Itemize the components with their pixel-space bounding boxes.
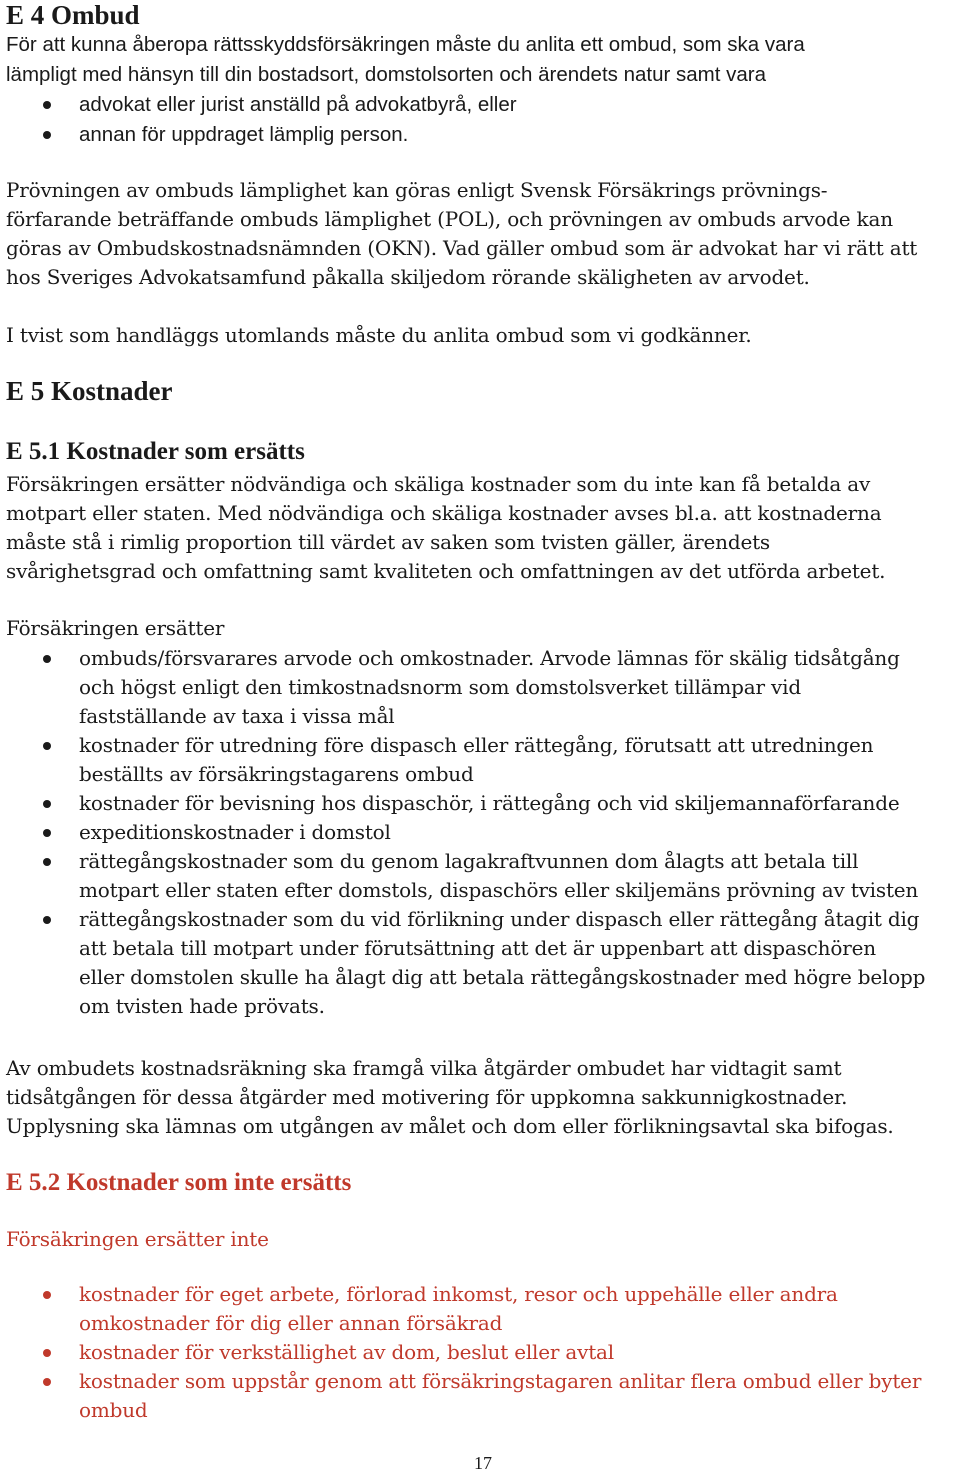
section-heading-e5: E 5 Kostnader [6,376,173,406]
e51-invoice-paragraph: Av ombudets kostnadsräkning ska framgå vilka åtgärder ombudet har vidtagit samt tidsåtgången för dessa åtgärder med motivering för uppkomna sakkunnigkostnader. Upplysning ska lämnas om utgången av målet och dom eller förlikningsavtal ska bifogas. [6,1056,894,1138]
e51-bullet-list [6,644,925,1021]
subsection-heading-e52: E 5.2 Kostnader som inte ersätts [6,1169,352,1196]
list-item: advokat eller jurist anställd på advokatbyrå, eller [6,90,517,120]
bullet-icon [43,1349,51,1357]
e4-paragraph-pol: Prövningen av ombuds lämplighet kan göras enligt Svensk Försäkrings prövnings- förfarande beträffande ombuds lämplighet (POL), och prövningen av ombuds arvode kan göras av Ombudskostnadsnämnden (OKN). Vad gäller ombud som är advokat har vi rätt att hos Sveriges Advokatsamfund påkalla skiljedom rörande skäligheten av arvodet. [6,178,918,289]
list-item: kostnader för eget arbete, förlorad inkomst, resor och uppehälle eller andra omkostnader för dig eller annan försäkrad [6,1280,921,1338]
list-item: rättegångskostnader som du vid förlikning under dispasch eller rättegång åtagit dig att betala till motpart under förutsättning att det är uppenbart att dispaschören eller domstolen skulle ha ålagt dig att betala rättegångskostnader med högre belopp om tvisten hade prövats. [6,905,925,1021]
list-item: ombuds/försvarares arvode och omkostnader. Arvode lämnas för skälig tidsåtgång och högst enligt den timkostnadsnorm som domstolsverket tillämpar vid fastställande av taxa i vissa mål [6,644,925,731]
list-item: rättegångskostnader som du genom lagakraftvunnen dom ålagts att betala till motpart eller staten efter domstols, dispaschörs eller skiljemäns prövning av tvisten [6,847,925,905]
list-item: kostnader för bevisning hos dispaschör, i rättegång och vid skiljemannaförfarande [6,789,925,818]
bullet-icon [43,742,51,750]
e4-intro-paragraph: För att kunna åberopa rättsskyddsförsäkringen måste du anlita ett ombud, som ska vara lämpligt med hänsyn till din bostadsort, domstolsorten och ärendets natur samt vara [6,33,805,86]
bullet-icon [43,1378,51,1386]
e4-paragraph-abroad: I tvist som handläggs utomlands måste du anlita ombud som vi godkänner. [6,323,752,347]
list-item: expeditionskostnader i domstol [6,818,925,847]
bullet-icon [43,916,51,924]
e51-list-intro: Försäkringen ersätter [6,616,225,640]
e52-list-intro: Försäkringen ersätter inte [6,1227,269,1251]
e51-paragraph: Försäkringen ersätter nödvändiga och skäliga kostnader som du inte kan få betalda av motpart eller staten. Med nödvändiga och skäliga kostnader avses bl.a. att kostnaderna måste stå i rimlig proportion till värdet av saken som tvisten gäller, ärendets svårighetsgrad och omfattning samt kvaliteten och omfattningen av det utförda arbetet. [6,472,886,583]
e4-bullet-list [6,90,517,150]
bullet-icon [43,800,51,808]
list-item: kostnader som uppstår genom att försäkringstagaren anlitar flera ombud eller byter ombud [6,1367,921,1425]
page-number: 17 [474,1453,492,1473]
subsection-heading-e51: E 5.1 Kostnader som ersätts [6,438,305,465]
list-item: annan för uppdraget lämplig person. [6,120,517,150]
bullet-icon [43,655,51,663]
bullet-icon [43,131,51,139]
bullet-icon [43,858,51,866]
list-item: kostnader för utredning före dispasch eller rättegång, förutsatt att utredningen beställts av försäkringstagarens ombud [6,731,925,789]
bullet-icon [43,829,51,837]
section-heading-e4: E 4 Ombud [6,0,140,30]
e52-bullet-list [6,1280,921,1425]
list-item: kostnader för verkställighet av dom, beslut eller avtal [6,1338,921,1367]
bullet-icon [43,101,51,109]
bullet-icon [43,1291,51,1299]
